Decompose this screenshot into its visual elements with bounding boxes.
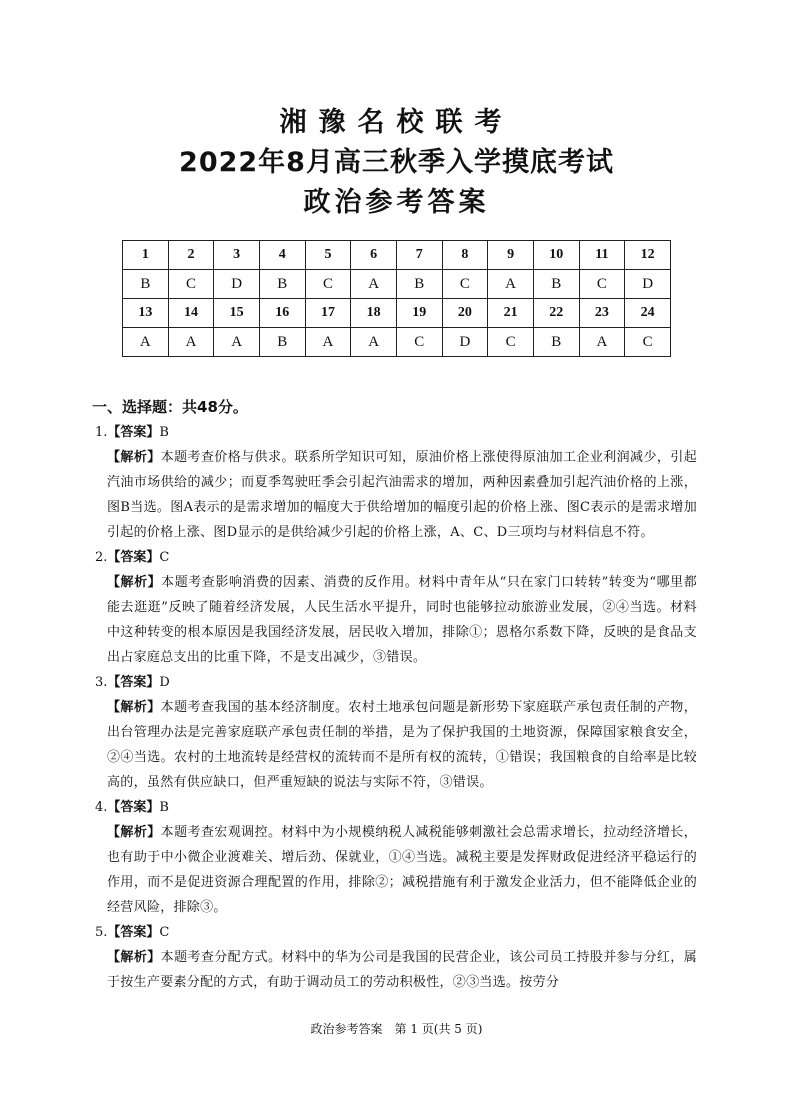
answer-tag: 【答案】 — [107, 425, 160, 440]
question-number: 11 — [579, 241, 625, 270]
analysis-text: 本题考查影响消费的因素、消费的反作用。材料中青年从“只在家门口转转”转变为“哪里都能去逛逛”反映了随着经济发展，人民生活水平提升，同时也能够拉动旅游业发展，②④当选。材料中这种转变的根本原因是我国经济发展，居民收入增加，排除①；恩格尔系数下降，反映的是食品支出占家庭总支出的比重下降，不是支出减少，③错误。 — [107, 575, 697, 665]
question-number: 15 — [214, 299, 260, 328]
answer-key-title: 政治参考答案 — [303, 187, 490, 218]
exam-name-title: 2022年8月高三秋季入学摸底考试 — [179, 147, 614, 178]
analysis-paragraph — [95, 445, 697, 545]
question-number: 6 — [351, 241, 397, 270]
table-row — [123, 270, 671, 299]
answer-cell: A — [488, 270, 534, 299]
answer-line — [95, 920, 697, 945]
answer-value: B — [159, 425, 169, 440]
question-number: 16 — [259, 299, 305, 328]
answer-tag: 【答案】 — [107, 550, 160, 565]
question-number: 14 — [168, 299, 214, 328]
answer-cell: A — [351, 328, 397, 357]
question-number: 4 — [259, 241, 305, 270]
answer-cell: B — [533, 270, 579, 299]
question-num: 5. — [95, 925, 108, 940]
analysis-paragraph — [95, 945, 697, 995]
answer-value: C — [159, 550, 170, 565]
analysis-paragraph — [95, 695, 697, 795]
answer-line — [95, 795, 697, 820]
answer-cell: C — [305, 270, 351, 299]
table-row — [123, 299, 671, 328]
answer-table — [122, 240, 671, 357]
analysis-text: 本题考查价格与供求。联系所学知识可知，原油价格上涨使得原油加工企业利润减少，引起汽油市场供给的减少；而夏季驾驶旺季会引起汽油需求的增加，两种因素叠加引起汽油价格的上涨，图B当选。图A表示的是需求增加的幅度大于供给增加的幅度引起的价格上涨、图C表示的是需求增加引起的价格上涨、图D显示的是供给减少引起的价格上涨，A、C、D三项均与材料信息不符。 — [107, 450, 697, 540]
analysis-tag: 【解析】 — [107, 450, 161, 465]
question-block — [95, 795, 697, 920]
question-num: 2. — [95, 550, 108, 565]
question-number: 1 — [123, 241, 169, 270]
answer-value: B — [159, 800, 169, 815]
question-number: 21 — [488, 299, 534, 328]
answer-line — [95, 545, 697, 570]
question-block — [95, 545, 697, 670]
answer-cell: B — [396, 270, 442, 299]
question-block — [95, 920, 697, 995]
answer-cell: C — [625, 328, 671, 357]
analysis-paragraph — [95, 570, 697, 670]
question-number: 22 — [533, 299, 579, 328]
question-block — [95, 420, 697, 545]
answer-cell: C — [579, 270, 625, 299]
section-heading: 一、选择题：共48分。 — [92, 398, 248, 416]
answer-cell: A — [579, 328, 625, 357]
question-number: 24 — [625, 299, 671, 328]
answer-cell: B — [259, 270, 305, 299]
answer-cell: C — [442, 270, 488, 299]
analysis-tag: 【解析】 — [107, 950, 161, 965]
answer-line — [95, 670, 697, 695]
question-number: 9 — [488, 241, 534, 270]
question-number: 17 — [305, 299, 351, 328]
answer-line — [95, 420, 697, 445]
answer-cell: B — [533, 328, 579, 357]
question-number: 23 — [579, 299, 625, 328]
analysis-tag: 【解析】 — [107, 700, 161, 715]
answer-cell: C — [488, 328, 534, 357]
analysis-text: 本题考查我国的基本经济制度。农村土地承包问题是新形势下家庭联产承包责任制的产物，出台管理办法是完善家庭联产承包责任制的举措，是为了保护我国的土地资源，保障国家粮食安全，②④当选。农村的土地流转是经营权的流转而不是所有权的流转，①错误；我国粮食的自给率是比较高的，虽然有供应缺口，但严重短缺的说法与实际不符，③错误。 — [107, 700, 697, 790]
question-num: 4. — [95, 800, 108, 815]
analysis-paragraph — [95, 820, 697, 920]
answer-cell: A — [351, 270, 397, 299]
answer-value: D — [159, 675, 170, 690]
question-number: 7 — [396, 241, 442, 270]
analysis-tag: 【解析】 — [107, 575, 162, 590]
analysis-text: 本题考查宏观调控。材料中为小规模纳税人减税能够刺激社会总需求增长，拉动经济增长，也有助于中小微企业渡难关、增后劲、保就业，①④当选。减税主要是发挥财政促进经济平稳运行的作用，而不是促进资源合理配置的作用，排除②；减税措施有利于激发企业活力，但不能降低企业的经营风险，排除③。 — [107, 825, 697, 915]
question-number: 2 — [168, 241, 214, 270]
answer-cell: A — [305, 328, 351, 357]
answer-explanations — [95, 420, 697, 995]
answer-cell: D — [625, 270, 671, 299]
question-num: 3. — [95, 675, 108, 690]
answer-cell: D — [214, 270, 260, 299]
analysis-tag: 【解析】 — [107, 825, 161, 840]
question-number: 13 — [123, 299, 169, 328]
question-number: 20 — [442, 299, 488, 328]
answer-cell: B — [259, 328, 305, 357]
answer-tag: 【答案】 — [107, 925, 160, 940]
answer-cell: A — [214, 328, 260, 357]
answer-cell: C — [168, 270, 214, 299]
page-footer: 政治参考答案 第 1 页(共 5 页) — [310, 1022, 483, 1036]
table-row — [123, 328, 671, 357]
question-number: 10 — [533, 241, 579, 270]
answer-tag: 【答案】 — [107, 675, 160, 690]
question-num: 1. — [95, 425, 108, 440]
answer-cell: B — [123, 270, 169, 299]
question-number: 19 — [396, 299, 442, 328]
answer-cell: C — [396, 328, 442, 357]
answer-cell: D — [442, 328, 488, 357]
analysis-text: 本题考查分配方式。材料中的华为公司是我国的民营企业，该公司员工持股并参与分红，属于按生产要素分配的方式，有助于调动员工的劳动积极性，②③当选。按劳分 — [107, 950, 697, 990]
answer-cell: A — [168, 328, 214, 357]
question-number: 12 — [625, 241, 671, 270]
answer-cell: A — [123, 328, 169, 357]
question-block — [95, 670, 697, 795]
question-number: 5 — [305, 241, 351, 270]
answer-value: C — [159, 925, 170, 940]
question-number: 18 — [351, 299, 397, 328]
question-number: 8 — [442, 241, 488, 270]
table-row — [123, 241, 671, 270]
answer-tag: 【答案】 — [107, 800, 160, 815]
question-number: 3 — [214, 241, 260, 270]
exam-org-title: 湘豫名校联考 — [279, 107, 514, 138]
